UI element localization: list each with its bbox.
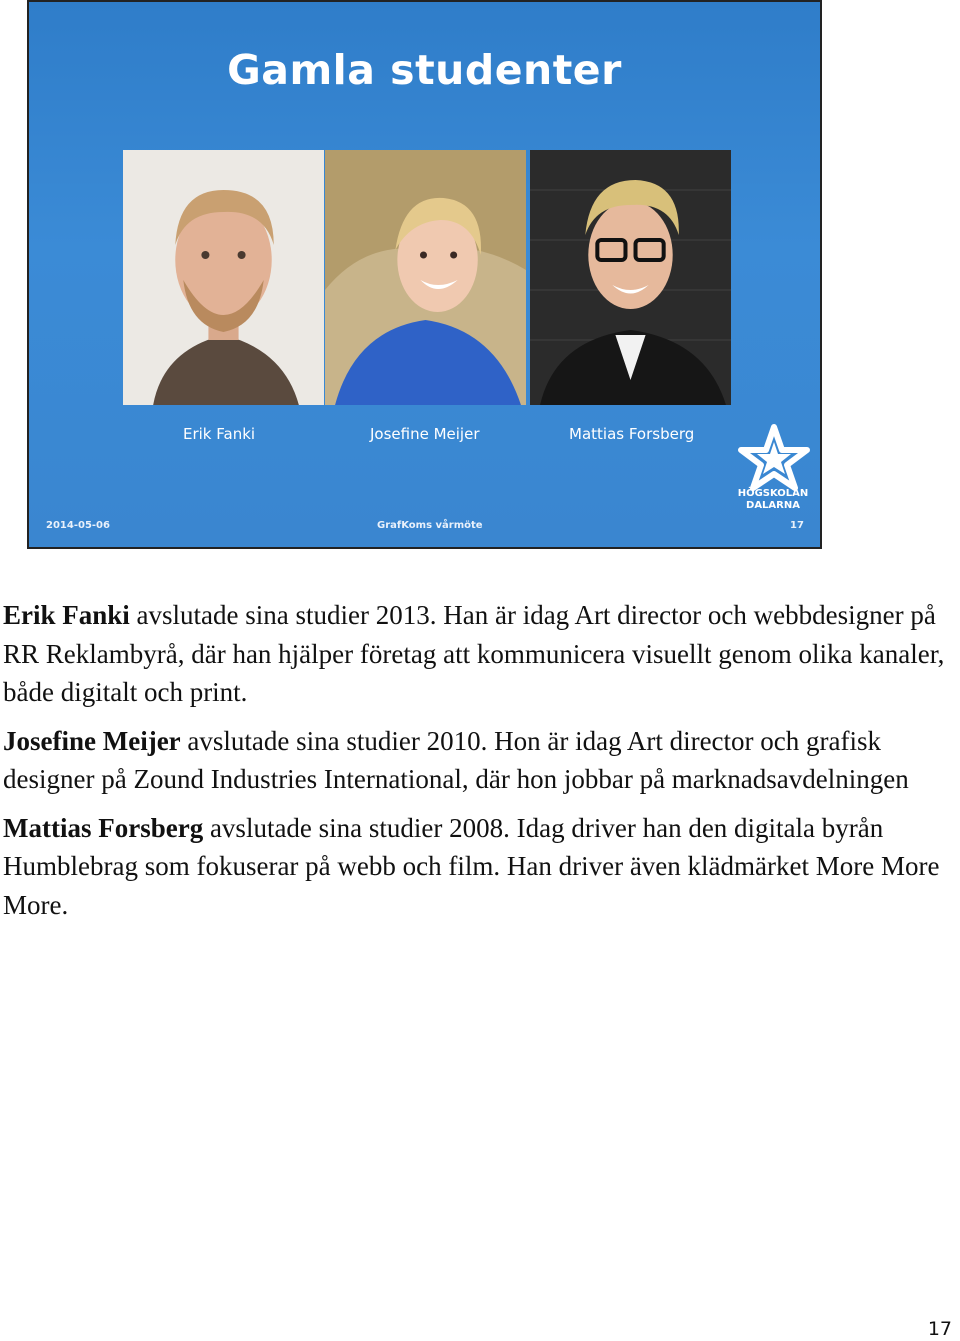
caption-erik-fanki: Erik Fanki (183, 425, 256, 443)
page-number: 17 (927, 1318, 952, 1340)
note-paragraph (3, 596, 953, 712)
note-text: avslutade sina studier 2010. Hon är idag Art director och grafisk designer på Zound Industries International, där hon jobbar på marknadsavdelningen (3, 725, 909, 794)
note-name: Josefine Meijer (3, 725, 181, 756)
note-text: avslutade sina studier 2008. Idag driver han den digitala byrån Humblebrag som fokuserar på webb och film. Han driver även klädmärket More More More. (3, 812, 940, 920)
slide-footer-number: 17 (790, 520, 804, 531)
slide-title: Gamla studenter (227, 46, 622, 94)
slide-footer-date: 2014-05-06 (46, 520, 110, 531)
portrait-josefine-meijer (325, 150, 526, 405)
caption-josefine-meijer: Josefine Meijer (370, 425, 480, 443)
note-paragraph (3, 722, 953, 799)
note-text: avslutade sina studier 2013. Han är idag Art director och webbdesigner på RR Reklambyrå, där han hjälper företag att kommunicera visuellt genom olika kanaler, både digitalt och print. (3, 600, 945, 707)
note-name: Erik Fanki (3, 600, 130, 630)
slide-image (27, 0, 822, 549)
note-paragraph (3, 809, 953, 925)
speaker-notes (3, 596, 953, 934)
portrait-erik-fanki (123, 150, 324, 405)
logo-line2: DALARNA (746, 500, 800, 511)
logo-text (717, 488, 829, 512)
note-name: Mattias Forsberg (3, 812, 204, 843)
logo-line1: HÖGSKOLAN (737, 488, 809, 499)
portrait-mattias-forsberg (530, 150, 731, 405)
caption-mattias-forsberg: Mattias Forsberg (569, 425, 695, 443)
slide-footer-event: GrafKoms vårmöte (377, 520, 483, 531)
